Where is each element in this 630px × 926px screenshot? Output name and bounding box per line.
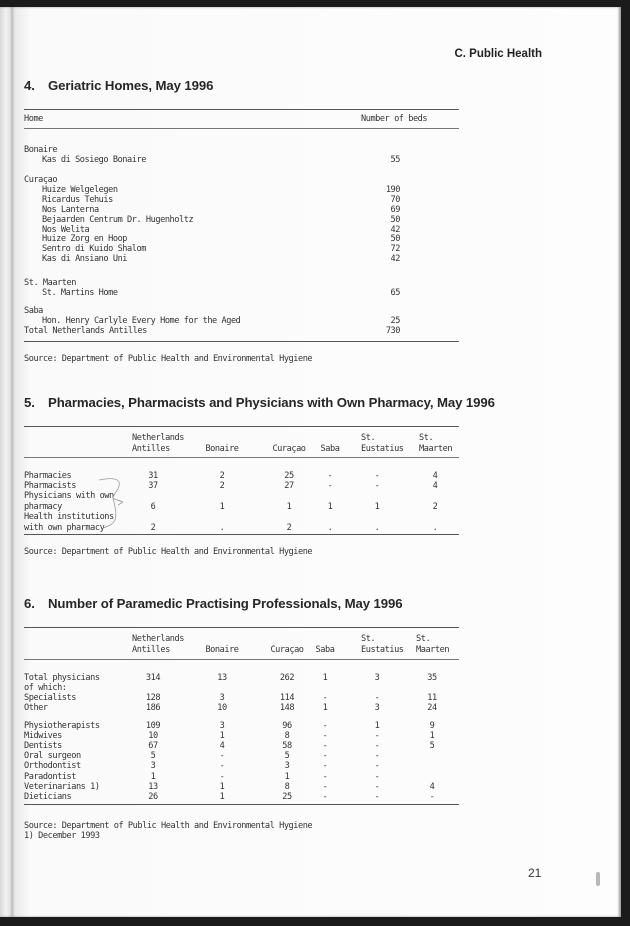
table5-cell: -	[374, 481, 380, 491]
table6-cell: -	[322, 791, 328, 802]
column-header-line1: St.	[361, 433, 376, 443]
page-number: 21	[528, 866, 542, 880]
table4-group-label: Curaçao	[24, 175, 58, 185]
table5-row-label: Health institutions	[24, 512, 114, 522]
table6-cell: -	[322, 751, 328, 762]
table5-cell: 4	[432, 481, 438, 491]
table6-cell: 13	[217, 673, 227, 683]
table6-row-label: Paradontist	[24, 771, 76, 782]
table6-cell: 10	[148, 731, 158, 742]
table6-number: 6.	[24, 596, 35, 611]
table4-header-rule	[24, 128, 459, 129]
table6-cell: -	[374, 761, 380, 772]
table6-cell: -	[374, 791, 380, 802]
table5-row-label: Physicians with own	[24, 491, 114, 501]
column-header-line2: Eustatius	[361, 443, 404, 454]
table5-cell: 31	[148, 471, 158, 481]
table6-row-label: Veterinarians 1)	[24, 781, 100, 792]
table4-beds-value: 50	[390, 214, 400, 225]
table4-beds-value: 55	[390, 154, 400, 165]
table6-cell: -	[374, 751, 380, 762]
pencil-annotation-bracket	[95, 476, 135, 532]
table4-group-label: Saba	[24, 306, 43, 316]
column-header-line2: Antilles	[132, 443, 170, 454]
table5-cell: .	[374, 523, 380, 533]
table6-cell: 109	[145, 721, 161, 731]
table4-beds-value: 42	[390, 254, 400, 264]
table6-cell: -	[219, 771, 225, 782]
table5-cell: 4	[432, 471, 438, 481]
table4-source: Source: Department of Public Health and Environmental Hygiene	[24, 354, 313, 364]
table6-cell: 5	[284, 751, 290, 762]
table4-home-name: Nos Lanterna	[42, 205, 99, 215]
table5-row-label-cont: pharmacy	[24, 502, 62, 512]
table5-cell: 1	[327, 502, 333, 512]
table4-home-name: Bejaarden Centrum Dr. Hugenholtz	[42, 214, 194, 225]
table6-cell: 8	[284, 781, 290, 792]
column-header-line2: Maarten	[419, 443, 453, 454]
table4-beds-value: 190	[385, 185, 400, 196]
table5-cell: 2	[219, 481, 225, 491]
column-header-line1: Netherlands	[132, 634, 184, 644]
table5-top-rule	[24, 426, 459, 427]
column-header-line1: St.	[419, 433, 434, 443]
table6-cell: 96	[282, 721, 292, 731]
table6-cell: 1	[219, 731, 225, 742]
table6-row-label: Other	[24, 703, 48, 713]
table6-row-label: Specialists	[24, 693, 76, 703]
table6-cell: -	[219, 761, 225, 772]
table4-home-name: Huize Welgelegen	[42, 185, 118, 196]
table4-home-name: Kas di Ansiano Uni	[42, 254, 128, 264]
table4-home-name: St. Martins Home	[42, 287, 118, 298]
table4-group-label: St. Maarten	[24, 278, 76, 288]
table6-cell: 9	[429, 721, 435, 731]
table4-number: 4.	[24, 78, 35, 93]
table4-beds-value: 50	[390, 234, 400, 245]
table6-cell: 4	[219, 741, 225, 752]
table5-cell: -	[374, 471, 380, 481]
table5-cell: 1	[374, 502, 380, 512]
table6-cell: -	[322, 771, 328, 782]
table5-cell: .	[432, 523, 438, 533]
table5-row-label: Pharmacies	[24, 471, 72, 481]
table6-header-rule	[24, 659, 459, 660]
column-header-line2: Bonaire	[205, 644, 239, 655]
column-header-line2: Curaçao	[270, 644, 304, 655]
table5-number: 5.	[24, 395, 35, 410]
table6-cell: 13	[148, 781, 158, 792]
table6-row-label: of which:	[24, 683, 67, 693]
table5-cell: .	[219, 523, 225, 533]
table6-cell: -	[374, 731, 380, 742]
table6-row-label: Dentists	[24, 741, 62, 752]
table6-cell: -	[322, 761, 328, 772]
table6-row-label: Midwives	[24, 731, 62, 742]
table6-cell: 314	[145, 673, 161, 683]
table4-home-name: Kas di Sosiego Bonaire	[42, 154, 146, 165]
table6-cell: 3	[150, 761, 156, 772]
table6-cell: 25	[282, 791, 292, 802]
table5-title	[24, 395, 495, 410]
table6-cell: -	[429, 791, 435, 802]
table6-cell: -	[374, 781, 380, 792]
table6-cell: 58	[282, 741, 292, 752]
table6-row-label: Physiotherapists	[24, 721, 100, 731]
table6-cell: -	[219, 751, 225, 762]
table6-cell: 3	[219, 721, 225, 731]
table6-cell: 1	[322, 703, 328, 713]
table5-cell: 2	[150, 523, 156, 533]
table6-cell: 114	[279, 693, 295, 703]
table5-bottom-rule	[24, 534, 459, 535]
page-smudge-mark	[596, 872, 600, 886]
table6-cell: -	[322, 781, 328, 792]
table6-cell: -	[374, 771, 380, 782]
table6-cell: 35	[427, 673, 437, 683]
table4-beds-value: 42	[390, 224, 400, 235]
table5-cell: .	[327, 523, 333, 533]
table4-home-name: Sentro di Kuido Shalom	[42, 244, 146, 255]
table6-source: Source: Department of Public Health and Environmental Hygiene	[24, 821, 313, 831]
table4-beds-value: 70	[390, 195, 400, 206]
table4-beds-value: 65	[390, 287, 400, 298]
table6-cell: 186	[145, 703, 161, 713]
table6-cell: 1	[150, 771, 156, 782]
table4-beds-value: 69	[390, 205, 400, 215]
column-header-line2: Curaçao	[272, 443, 306, 454]
table6-cell: -	[322, 741, 328, 752]
table6-cell: 5	[429, 741, 435, 752]
table6-bottom-rule	[24, 804, 459, 805]
table6-cell: 1	[219, 791, 225, 802]
table4-beds-value: 25	[390, 315, 400, 326]
table4-top-rule	[24, 109, 459, 110]
table6-cell: 4	[429, 781, 435, 792]
table5-header-rule	[24, 457, 459, 458]
table5-title-text: Pharmacies, Pharmacists and Physicians with Own Pharmacy, May 1996	[48, 395, 495, 410]
table6-cell: 67	[148, 741, 158, 752]
table6-title-text: Number of Paramedic Practising Professionals, May 1996	[48, 596, 403, 611]
column-header-line2: Saba	[315, 644, 335, 655]
table6-cell: 3	[284, 761, 290, 772]
column-header-line2: Eustatius	[361, 644, 404, 655]
column-header-line2: Maarten	[416, 644, 450, 655]
table6-cell: 10	[217, 703, 227, 713]
section-heading: C. Public Health	[454, 48, 542, 60]
column-header-line1: St.	[416, 634, 431, 644]
table6-cell: 262	[279, 673, 295, 683]
table6-cell: 24	[427, 703, 437, 713]
column-header-line2: Bonaire	[205, 443, 239, 454]
table6-cell: -	[322, 721, 328, 731]
table5-cell: 25	[284, 471, 294, 481]
table4-beds-value: 72	[390, 244, 400, 255]
table6-title	[24, 596, 402, 611]
table6-cell: 1	[219, 781, 225, 792]
column-header-line1: Netherlands	[132, 433, 184, 443]
table6-cell: -	[322, 693, 328, 703]
table6-cell: 3	[219, 693, 225, 703]
column-header-line1: St.	[361, 634, 376, 644]
table5-cell: -	[327, 481, 333, 491]
table4-col-home: Home	[24, 114, 43, 124]
table5-cell: 2	[219, 471, 225, 481]
table6-top-rule	[24, 627, 459, 628]
table4-group-label: Bonaire	[24, 145, 58, 155]
table6-cell: 128	[145, 693, 161, 703]
table4-total-value: 730	[385, 326, 400, 336]
table6-row-label: Total physicians	[24, 673, 100, 683]
table5-cell: 2	[432, 502, 438, 512]
table5-cell: 2	[286, 523, 292, 533]
table4-home-name: Huize Zorg en Hoop	[42, 234, 128, 245]
table6-cell: -	[374, 741, 380, 752]
table6-cell: 26	[148, 791, 158, 802]
table4-total-label: Total Netherlands Antilles	[24, 326, 147, 336]
table6-cell: 3	[374, 703, 380, 713]
table5-row-label-cont: with own pharmacy	[24, 523, 105, 533]
table6-row-label: Orthodontist	[24, 761, 81, 772]
table5-cell: 37	[148, 481, 158, 491]
table6-cell: 3	[374, 673, 380, 683]
table6-cell: 1	[284, 771, 290, 782]
table6-cell: 1	[429, 731, 435, 742]
table4-col-beds: Number of beds	[361, 114, 428, 124]
table4-title-text: Geriatric Homes, May 1996	[48, 78, 214, 93]
table4-home-name: Hon. Henry Carlyle Every Home for the Aged	[42, 315, 241, 326]
table4-title	[24, 78, 213, 93]
table6-cell: 5	[150, 751, 156, 762]
table6-footnote: 1) December 1993	[24, 831, 100, 841]
table6-cell: -	[322, 731, 328, 742]
table6-cell: 11	[427, 693, 437, 703]
table6-cell: 8	[284, 731, 290, 742]
table5-cell: 6	[150, 502, 156, 512]
table4-home-name: Ricardus Tehuis	[42, 195, 113, 206]
table5-row-label: Pharmacists	[24, 481, 76, 491]
table4-bottom-rule	[24, 341, 459, 342]
table6-cell: 1	[374, 721, 380, 731]
column-header-line2: Saba	[320, 443, 340, 454]
table5-source: Source: Department of Public Health and Environmental Hygiene	[24, 547, 313, 557]
table5-cell: 27	[284, 481, 294, 491]
column-header-line2: Antilles	[132, 644, 170, 655]
table5-cell: 1	[286, 502, 292, 512]
table6-cell: 148	[279, 703, 295, 713]
table6-row-label: Dieticians	[24, 791, 72, 802]
table5-cell: -	[327, 471, 333, 481]
table5-cell: 1	[219, 502, 225, 512]
table6-cell: -	[374, 693, 380, 703]
table4-home-name: Nos Welita	[42, 224, 90, 235]
table6-cell: 1	[322, 673, 328, 683]
table6-row-label: Oral surgeon	[24, 751, 81, 762]
